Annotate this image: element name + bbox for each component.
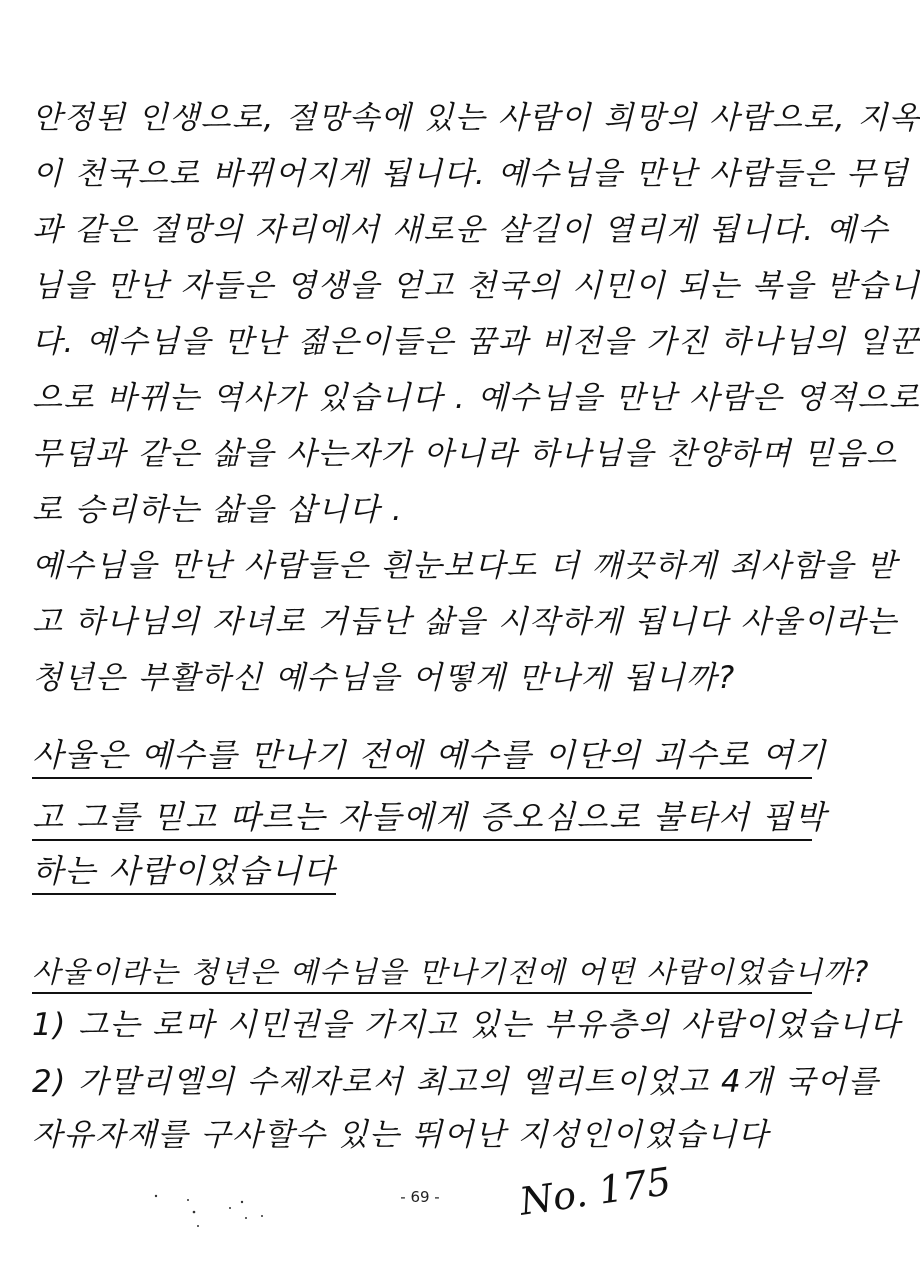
text-line: 님을 만난 자들은 영생을 얻고 천국의 시민이 되는 복을 받습니 xyxy=(32,268,920,304)
list-item: 1) 그는 로마 시민권을 가지고 있는 부유층의 사람이었습니다 xyxy=(32,1007,901,1043)
text-line: 으로 바뀌는 역사가 있습니다 . 예수님을 만난 사람은 영적으로 xyxy=(32,380,920,416)
answer-line: 하는 사람이었습니다 xyxy=(32,851,336,895)
list-item: 자유자재를 구사할수 있는 뛰어난 지성인이었습니다 xyxy=(32,1117,770,1153)
list-item: 2) 가말리엘의 수제자로서 최고의 엘리트이었고 4개 국어를 xyxy=(32,1064,880,1100)
text-line: 과 같은 절망의 자리에서 새로운 살길이 열리게 됩니다. 예수 xyxy=(32,212,889,248)
answer-line: 사울은 예수를 만나기 전에 예수를 이단의 괴수로 여기 xyxy=(32,735,812,779)
answer-line: 고 그를 믿고 따르는 자들에게 증오심으로 불타서 핍박 xyxy=(32,797,812,841)
document-number: No. 175 xyxy=(516,1159,674,1224)
text-line: 무덤과 같은 삶을 사는자가 아니라 하나님을 찬양하며 믿음으 xyxy=(32,436,898,472)
text-line: 이 천국으로 바뀌어지게 됩니다. 예수님을 만난 사람들은 무덤 xyxy=(32,156,909,192)
text-line: 안정된 인생으로, 절망속에 있는 사람이 희망의 사람으로, 지옥 xyxy=(32,100,920,136)
text-line: 로 승리하는 삶을 삽니다 . xyxy=(32,492,404,528)
text-line: 예수님을 만난 사람들은 흰눈보다도 더 깨끗하게 죄사함을 받 xyxy=(32,548,898,584)
text-line: 고 하나님의 자녀로 거듭난 삶을 시작하게 됩니다 사울이라는 xyxy=(32,604,898,640)
question-heading: 사울이라는 청년은 예수님을 만나기전에 어떤 사람이었습니까? xyxy=(32,952,812,994)
page-number: - 69 - xyxy=(400,1188,440,1206)
text-line: 다. 예수님을 만난 젊은이들은 꿈과 비전을 가진 하나님의 일꾼 xyxy=(32,324,920,360)
text-line: 청년은 부활하신 예수님을 어떻게 만나게 됩니까? xyxy=(32,660,736,696)
